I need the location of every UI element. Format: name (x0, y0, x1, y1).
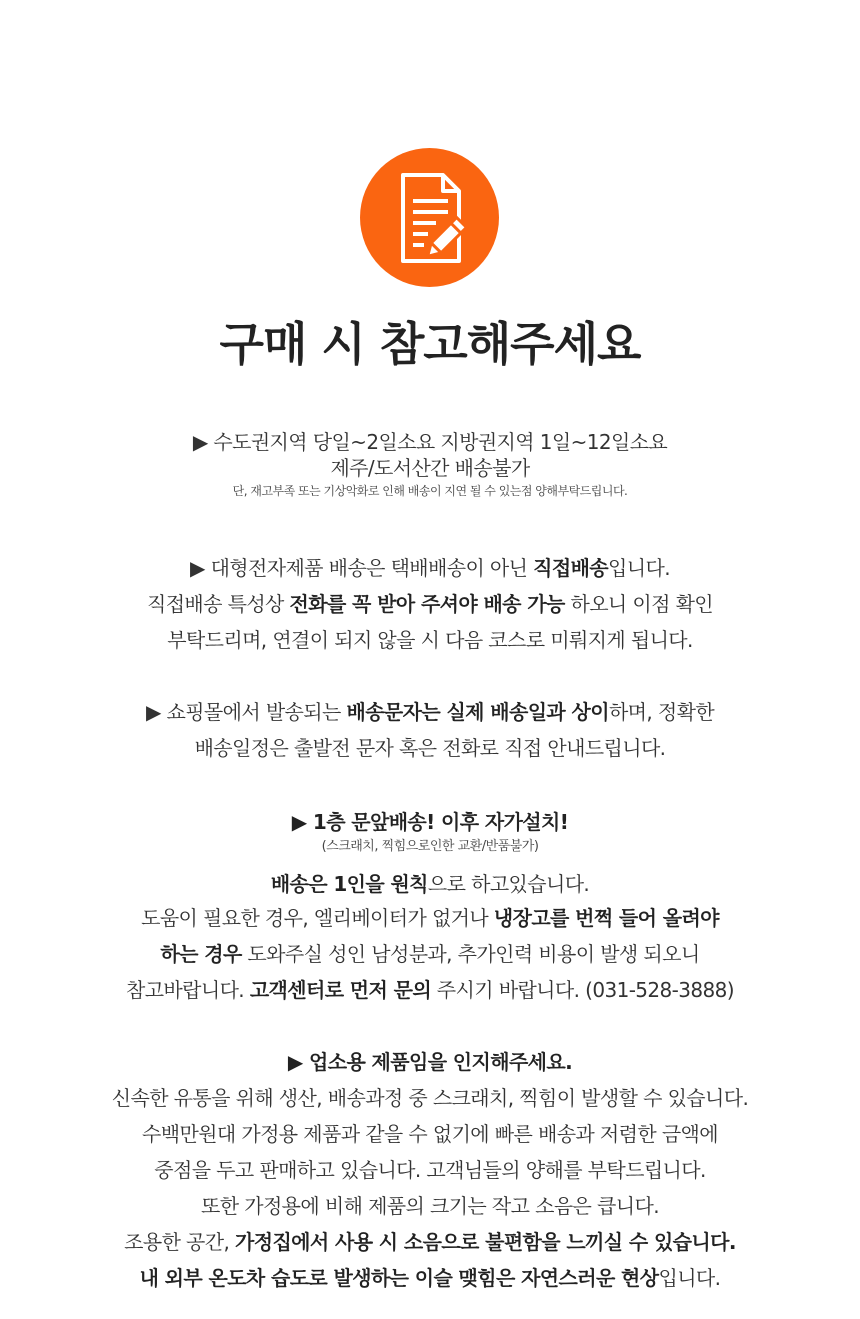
door-delivery-line-4 (0, 903, 860, 933)
door-delivery-line-6 (0, 975, 860, 1005)
commercial-line-5: 또한 가정용에 비해 제품의 크기는 작고 소음은 큽니다. (201, 1194, 659, 1218)
text-segment: 하며, 정확한 (608, 700, 715, 724)
emphasis-text: 직접배송 (533, 556, 609, 580)
text-segment: 하오니 이점 확인 (564, 592, 714, 616)
notice-icon-badge (360, 148, 499, 287)
emphasis-text: 냉장고를 번쩍 들어 올려야 (493, 906, 719, 930)
text-segment: ▶ 쇼핑몰에서 발송되는 (145, 700, 347, 724)
text-segment: 으로 하고있습니다. (427, 872, 590, 896)
delivery-delay-note: 단, 재고부족 또는 기상악화로 인해 배송이 지연 될 수 있는점 양해부탁드립니다. (232, 484, 628, 498)
text-segment: 조용한 공간, (124, 1230, 236, 1254)
commercial-line-4: 중점을 두고 판매하고 있습니다. 고객님들의 양해를 부탁드립니다. (154, 1158, 706, 1182)
commercial-line-7 (0, 1263, 860, 1293)
direct-delivery-line-3: 부탁드리며, 연결이 되지 않을 시 다음 코스로 미뤄지게 됩니다. (167, 628, 693, 652)
emphasis-text: 전화를 꼭 받아 주셔야 배송 가능 (289, 592, 565, 616)
door-delivery-line-5 (0, 939, 860, 969)
text-segment: 도와주실 성인 남성분과, 추가인력 비용이 발생 되오니 (241, 942, 700, 966)
text-segment: 도움이 필요한 경우, 엘리베이터가 없거나 (141, 906, 494, 930)
emphasis-text: 하는 경우 (160, 942, 242, 966)
delivery-sms-line-1 (0, 697, 860, 727)
text-segment: 직접배송 특성상 (146, 592, 290, 616)
emphasis-text: 내 외부 온도차 습도로 발생하는 이슬 맺힘은 자연스러운 현상 (139, 1266, 659, 1290)
text-segment: ▶ 대형전자제품 배송은 택배배송이 아닌 (190, 556, 534, 580)
door-delivery-heading: ▶ 1층 문앞배송! 이후 자가설치! (291, 810, 569, 834)
direct-delivery-line-1 (0, 553, 860, 583)
door-delivery-line-3 (0, 869, 860, 899)
emphasis-text: 가정집에서 사용 시 소음으로 불편함을 느끼실 수 있습니다. (235, 1230, 736, 1254)
commercial-line-3: 수백만원대 가정용 제품과 같을 수 없기에 빠른 배송과 저렴한 금액에 (142, 1122, 718, 1146)
page-title: 구매 시 참고해주세요 (219, 317, 641, 371)
emphasis-text: 배송문자는 실제 배송일과 상이 (346, 700, 609, 724)
commercial-heading: ▶ 업소용 제품임을 인지해주세요. (287, 1050, 573, 1074)
commercial-line-6 (0, 1227, 860, 1257)
delivery-restriction-line: 제주/도서산간 배송불가 (330, 456, 530, 480)
delivery-sms-line-2: 배송일정은 출발전 문자 혹은 전화로 직접 안내드립니다. (194, 736, 666, 760)
commercial-line-2: 신속한 유통을 위해 생산, 배송과정 중 스크래치, 찍힘이 발생할 수 있습니다. (111, 1086, 749, 1110)
text-segment: 참고바랍니다. (125, 978, 250, 1002)
door-delivery-note: (스크래치, 찍힘으로인한 교환/반품불가) (321, 839, 539, 854)
document-pencil-icon (360, 148, 499, 287)
emphasis-text: 고객센터로 먼저 문의 (249, 978, 432, 1002)
delivery-period-line: ▶ 수도권지역 당일~2일소요 지방권지역 1일~12일소요 (192, 430, 668, 454)
emphasis-text: 배송은 1인을 원칙 (270, 872, 428, 896)
text-segment: 입니다. (658, 1266, 721, 1290)
text-segment: 입니다. (608, 556, 670, 580)
text-segment: 주시기 바랍니다. (031-528-3888) (431, 978, 735, 1002)
direct-delivery-line-2 (0, 589, 860, 619)
